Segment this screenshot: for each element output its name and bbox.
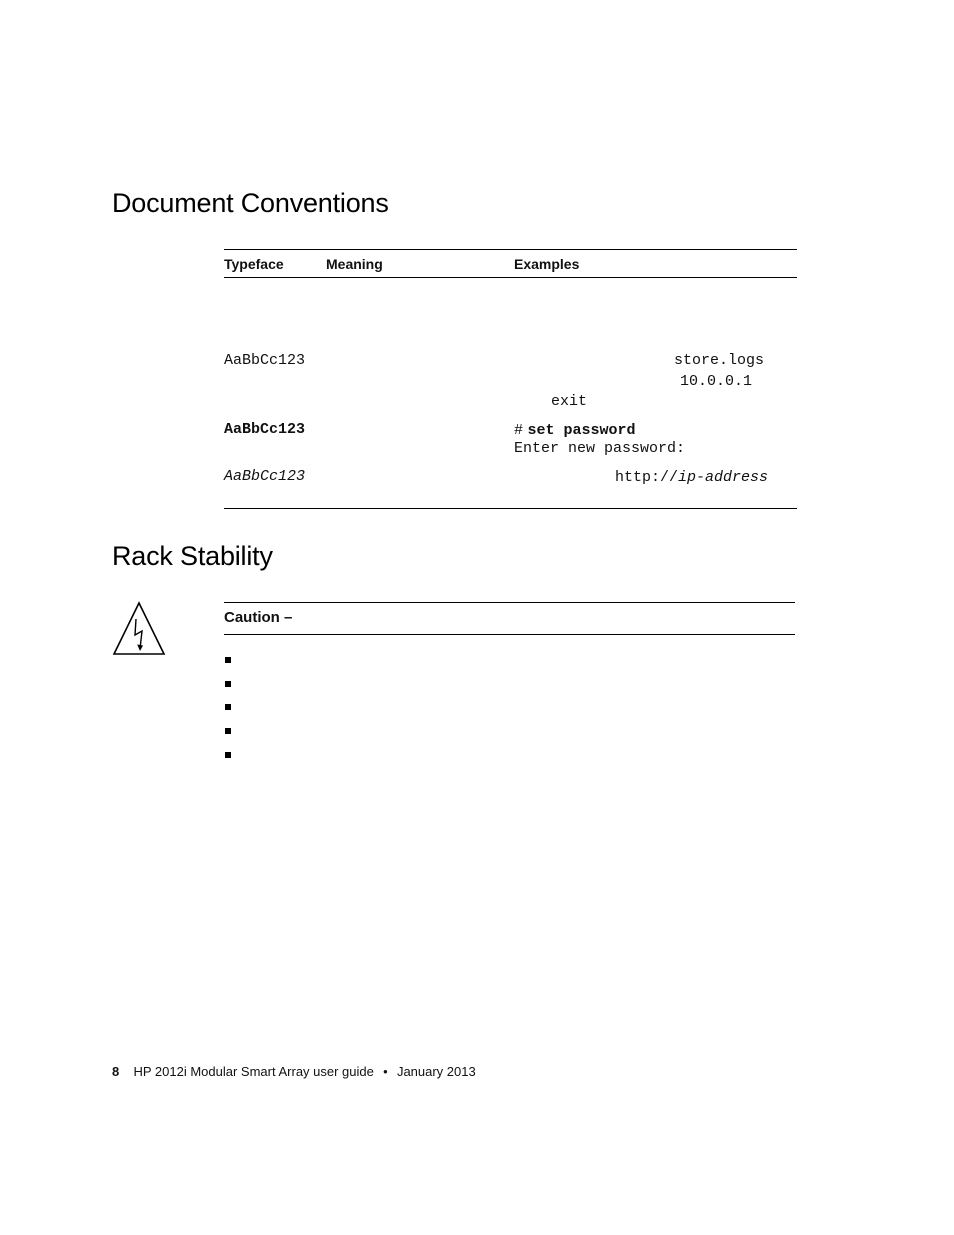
url-variable: ip-address [678,469,769,486]
typeface-sample-italic: AaBbCc123 [224,468,306,485]
table-header-rule [224,277,797,278]
table-top-rule [224,249,797,250]
list-item-bullet [225,681,231,687]
list-item-bullet [225,752,231,758]
document-title: HP 2012i Modular Smart Array user guide [133,1064,374,1079]
example-exit-command: exit [551,393,588,410]
footer-separator: • [383,1064,388,1079]
list-item-bullet [225,728,231,734]
caution-bottom-rule [224,634,795,635]
electrical-hazard-warning-icon [112,601,166,662]
table-bottom-rule [224,508,797,509]
section-title-rack-stability: Rack Stability [112,541,273,571]
example-filename: store.logs [674,352,765,369]
column-header-typeface: Typeface [224,256,284,272]
url-prefix: http:// [615,469,679,486]
example-url [615,468,768,486]
section-title-document-conventions: Document Conventions [112,188,389,218]
caution-top-rule [224,602,795,603]
list-item-bullet [225,657,231,663]
example-command-line [514,421,636,439]
publication-date: January 2013 [396,1064,476,1079]
column-header-meaning: Meaning [326,256,383,272]
list-item-bullet [225,704,231,710]
page-number: 8 [112,1064,120,1079]
caution-label: Caution – [224,609,293,626]
typeface-sample-regular: AaBbCc123 [224,352,306,369]
command-output: Enter new password: [514,440,686,457]
typeface-sample-bold: AaBbCc123 [224,421,306,438]
example-ip-address: 10.0.0.1 [680,373,753,390]
typed-command: set password [527,422,636,439]
page-footer [112,1064,476,1079]
shell-prompt: # [514,422,524,439]
column-header-examples: Examples [514,256,580,272]
